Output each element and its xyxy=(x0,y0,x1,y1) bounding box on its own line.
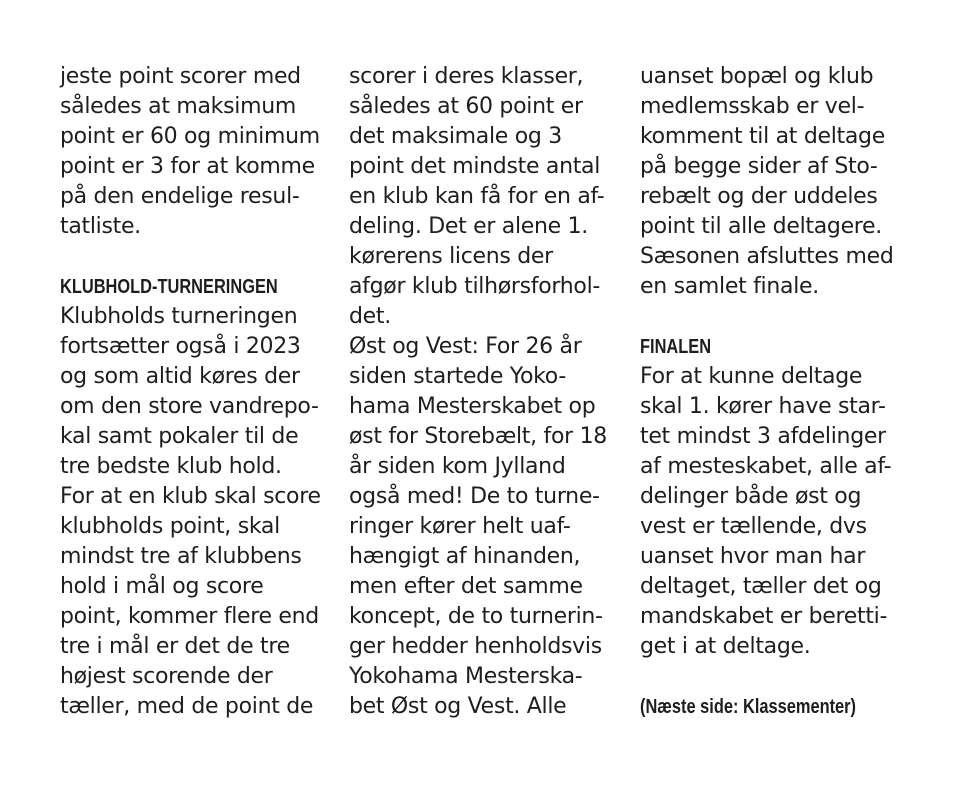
text-line: Sæsonen afsluttes med xyxy=(640,244,894,269)
text-line: uanset hvor man har xyxy=(640,544,866,569)
text-line: siden startede Yoko- xyxy=(349,364,567,389)
text-line: rebælt og der uddeles xyxy=(640,184,878,209)
text-line: delinger både øst og xyxy=(640,484,862,509)
text-line: point, kommer flere end xyxy=(60,604,319,629)
text-line: vest er tællende, dvs xyxy=(640,514,867,539)
text-line: det maksimale og 3 xyxy=(349,124,562,149)
text-line: Klubholds turneringen xyxy=(60,304,298,329)
text-line: kørerens licens der xyxy=(349,244,553,269)
text-line: scorer i deres klasser, xyxy=(349,64,584,89)
text-line: tre bedste klub hold. xyxy=(60,454,282,479)
text-line: mindst tre af klubbens xyxy=(60,544,302,569)
text-line: hængigt af hinanden, xyxy=(349,544,581,569)
text-line: kal samt pokaler til de xyxy=(60,424,299,449)
paragraph-gap xyxy=(640,662,940,692)
text-line: uanset bopæl og klub xyxy=(640,64,874,89)
section-heading: (Næste side: Klassementer) xyxy=(640,696,857,718)
section-heading: FINALEN xyxy=(640,336,712,358)
text-line: bet Øst og Vest. Alle xyxy=(349,694,567,719)
text-line: Yokohama Mesterska- xyxy=(349,664,583,689)
text-line: således at maksimum xyxy=(60,94,296,119)
text-line: en klub kan få for en af- xyxy=(349,184,605,209)
text-line: tatliste. xyxy=(60,214,141,239)
text-line: jeste point scorer med xyxy=(60,64,301,89)
text-line: på den endelige resul- xyxy=(60,184,300,209)
paragraph-gap xyxy=(60,242,360,272)
text-line: deling. Det er alene 1. xyxy=(349,214,588,239)
text-line: tæller, med de point de xyxy=(60,694,314,719)
text-line: fortsætter også i 2023 xyxy=(60,334,301,359)
text-line: og som altid køres der xyxy=(60,364,300,389)
text-line: For at en klub skal score xyxy=(60,484,321,509)
text-line: Øst og Vest: For 26 år xyxy=(349,334,582,359)
text-line: hama Mesterskabet op xyxy=(349,394,596,419)
paragraph-gap xyxy=(640,302,940,332)
text-line: point er 3 for at komme xyxy=(60,154,315,179)
text-line: hold i mål og score xyxy=(60,574,264,599)
text-line: mandskabet er beretti- xyxy=(640,604,888,629)
text-line: point er 60 og minimum xyxy=(60,124,320,149)
text-line: højest scorende der xyxy=(60,664,273,689)
text-line: således at 60 point er xyxy=(349,94,583,119)
text-line: en samlet finale. xyxy=(640,274,819,299)
text-line: klubholds point, skal xyxy=(60,514,280,539)
text-line: afgør klub tilhørsforhol- xyxy=(349,274,601,299)
text-line: deltaget, tæller det og xyxy=(640,574,882,599)
text-line: medlemsskab er vel- xyxy=(640,94,865,119)
text-line: tet mindst 3 afdelinger xyxy=(640,424,886,449)
text-line: af mesteskabet, alle af- xyxy=(640,454,892,479)
text-line: get i at deltage. xyxy=(640,634,811,659)
text-line: på begge sider af Sto- xyxy=(640,154,878,179)
column-2 xyxy=(349,62,649,722)
text-line: også med! De to turne- xyxy=(349,484,600,509)
text-line: ringer kører helt uaf- xyxy=(349,514,571,539)
text-line: point det mindste antal xyxy=(349,154,601,179)
text-line: ger hedder henholdsvis xyxy=(349,634,602,659)
text-line: tre i mål er det de tre xyxy=(60,634,290,659)
column-1 xyxy=(60,62,360,722)
text-line: om den store vandrepo- xyxy=(60,394,319,419)
text-line: koncept, de to turnerin- xyxy=(349,604,603,629)
text-line: det. xyxy=(349,304,391,329)
text-line: men efter det samme xyxy=(349,574,583,599)
text-line: point til alle deltagere. xyxy=(640,214,882,239)
text-line: år siden kom Jylland xyxy=(349,454,566,479)
text-line: skal 1. kører have star- xyxy=(640,394,886,419)
text-line: øst for Storebælt, for 18 xyxy=(349,424,607,449)
column-3 xyxy=(640,62,940,722)
text-line: komment til at deltage xyxy=(640,124,885,149)
section-heading: KLUBHOLD-TURNERINGEN xyxy=(60,276,278,298)
text-line: For at kunne deltage xyxy=(640,364,863,389)
